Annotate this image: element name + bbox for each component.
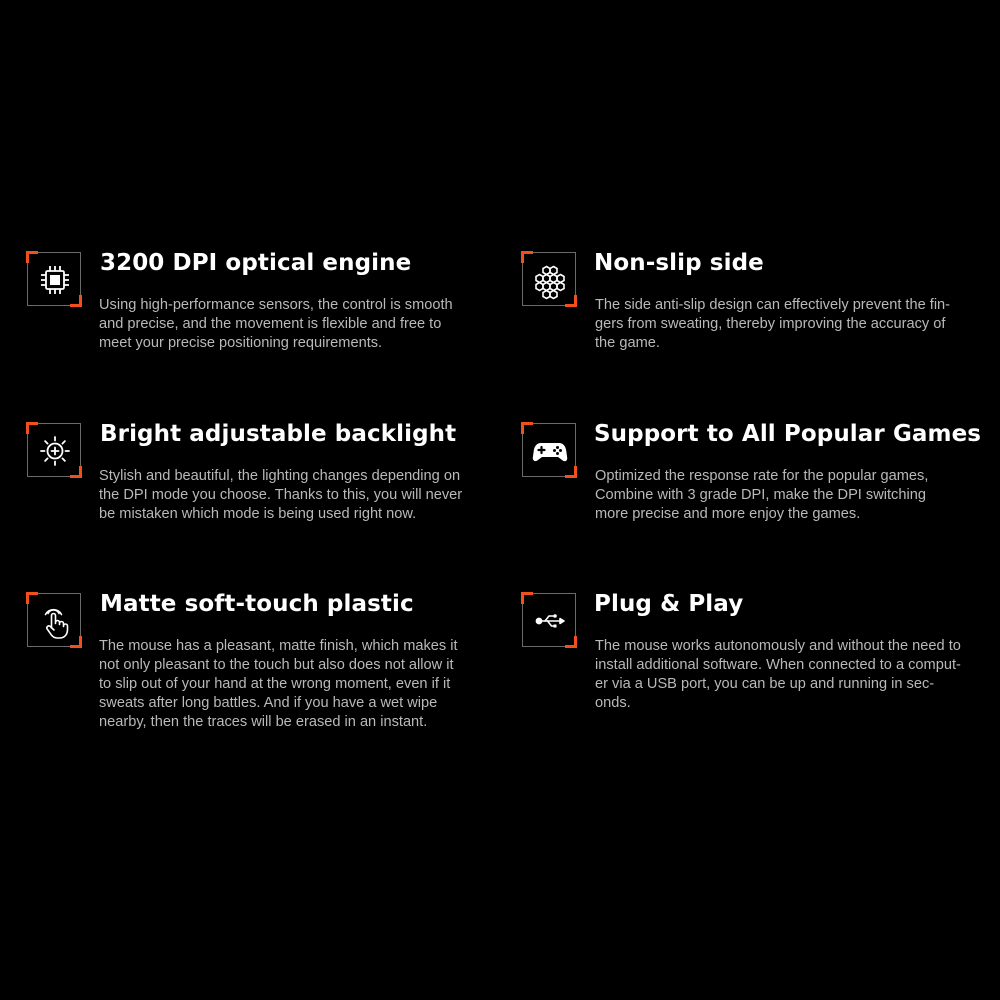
description-line: the game. <box>595 335 660 351</box>
description-line: sweats after long battles. And if you have a wet wipe <box>99 695 438 711</box>
feature-description <box>99 637 494 732</box>
description-line: Combine with 3 grade DPI, make the DPI switching <box>595 487 926 503</box>
description-line: install additional software. When connected to a comput- <box>595 657 961 673</box>
feature-description <box>595 637 995 713</box>
processor-chip-icon <box>35 260 75 300</box>
description-line: The mouse has a pleasant, matte finish, which makes it <box>99 638 458 654</box>
feature-title: Non-slip side <box>594 250 764 276</box>
description-line: The mouse works autonomously and without the need to <box>595 638 961 654</box>
feature-icon-frame <box>522 593 576 647</box>
feature-description <box>595 296 995 353</box>
description-line: Optimized the response rate for the popular games, <box>595 468 929 484</box>
feature-title: Support to All Popular Games <box>594 421 982 447</box>
feature-icon-frame <box>27 423 81 477</box>
description-line: er via a USB port, you can be up and running in sec- <box>595 676 935 692</box>
feature-title: Plug & Play <box>594 591 744 617</box>
feature-title: Matte soft-touch plastic <box>100 591 414 617</box>
brightness-plus-icon <box>35 431 75 471</box>
usb-icon <box>530 601 570 641</box>
feature-icon-frame <box>522 423 576 477</box>
description-line: Using high-performance sensors, the control is smooth <box>99 297 453 313</box>
description-line: to slip out of your hand at the wrong moment, even if it <box>99 676 451 692</box>
touch-hand-icon <box>35 601 75 641</box>
feature-title: Bright adjustable backlight <box>100 421 457 447</box>
description-line: The side anti-slip design can effectively prevent the fin- <box>595 297 951 313</box>
feature-description <box>99 467 494 524</box>
honeycomb-icon <box>530 260 570 300</box>
feature-title: 3200 DPI optical engine <box>100 250 412 276</box>
feature-icon-frame <box>27 593 81 647</box>
description-line: the DPI mode you choose. Thanks to this, you will never <box>99 487 463 503</box>
description-line: meet your precise positioning requirements. <box>99 335 383 351</box>
gamepad-icon <box>530 431 570 471</box>
description-line: more precise and more enjoy the games. <box>595 506 861 522</box>
description-line: Stylish and beautiful, the lighting changes depending on <box>99 468 461 484</box>
description-line: be mistaken which mode is being used right now. <box>99 506 417 522</box>
feature-icon-frame <box>27 252 81 306</box>
description-line: nearby, then the traces will be erased in an instant. <box>99 714 428 730</box>
feature-description <box>99 296 494 353</box>
description-line: and precise, and the movement is flexible and free to <box>99 316 442 332</box>
feature-icon-frame <box>522 252 576 306</box>
description-line: onds. <box>595 695 631 711</box>
description-line: not only pleasant to the touch but also does not allow it <box>99 657 454 673</box>
feature-description <box>595 467 995 524</box>
description-line: gers from sweating, thereby improving the accuracy of <box>595 316 946 332</box>
